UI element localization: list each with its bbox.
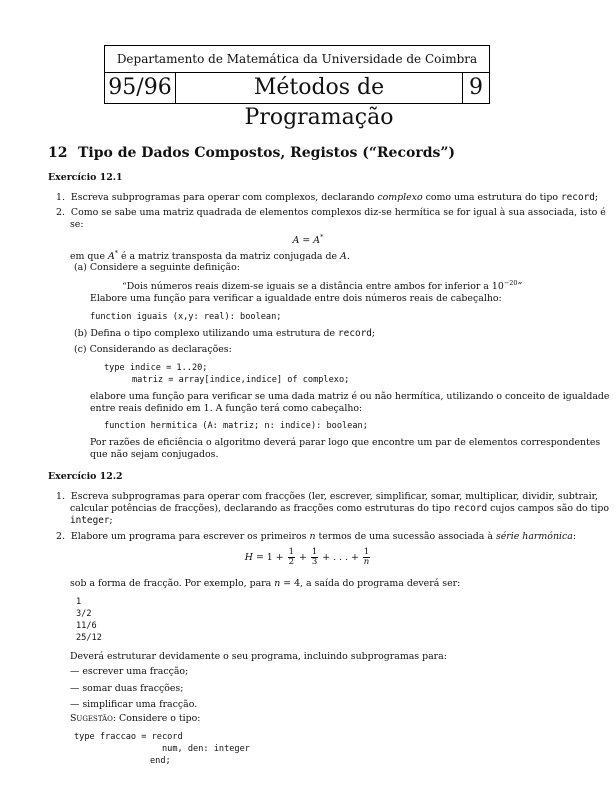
ex2-item2: 2. Elabore um programa para escrever os primeiros n termos de uma sucessão associada à série harmónica: <box>56 531 576 542</box>
ex1-subitem-a: (a) Considere a seguinte definição: <box>74 262 240 273</box>
ex1-c-note1: Por razões de eficiência o algoritmo deverá parar logo que encontre um par de elementos correspondentes <box>90 437 601 448</box>
task-item: — simplificar uma fracção. <box>70 699 198 710</box>
type-indice-declaration: type indice = 1..20; <box>104 363 208 373</box>
ex2-structure-text: Deverá estruturar devidamente o seu programa, incluindo subprogramas para: <box>70 651 447 662</box>
ex1-item2-line1: 2. Como se sabe uma matriz quadrada de elementos complexos diz-se hermítica se for igual à sua associada, isto é <box>56 207 606 218</box>
ex2-item1-line2: calcular potências de fracções), declarando as fracções como estruturas do tipo record cujos campos são do tipo <box>70 503 609 514</box>
output-line: 1 <box>76 597 82 607</box>
harmonic-series-equation: H = 1 + $\frac{1}{2}$ + $\frac{1}{3}$ + . . . + $\frac{1}{n}$ <box>244 547 370 567</box>
section-number: 12 <box>48 145 68 161</box>
output-line: 3/2 <box>76 609 92 619</box>
ex1-item2-line2: se: <box>70 219 84 230</box>
exercise-12-1-title: Exercício 12.1 <box>48 172 123 183</box>
ex2-item1-line3: integer; <box>70 515 113 526</box>
exercise-12-2-title: Exercício 12.2 <box>48 471 123 482</box>
ex1-c-body1: elabore uma função para verificar se uma dada matriz é ou não hermítica, utilizando o conceito de igualdade <box>90 391 610 402</box>
ex1-item2-after: em que A* é a matriz transposta da matriz conjugada de A. <box>70 249 350 263</box>
ex1-item1: 1. Escreva subprogramas para operar com complexos, declarando complexo como uma estrutura do tipo record; <box>56 192 599 203</box>
output-line: 11/6 <box>76 621 97 631</box>
hermitian-equation: A = A* <box>292 233 324 247</box>
ex2-form-text: sob a forma de fracção. Por exemplo, para n = 4, a saída do programa deverá ser: <box>70 578 461 589</box>
ex1-subitem-c: (c) Considerando as declarações: <box>74 344 232 355</box>
equality-definition-quote: “Dois números reais dizem-se iguais se a distância entre ambos for inferior a $10^{-20}$” <box>122 279 523 293</box>
type-fraccao-line1: type fraccao = record <box>74 732 183 742</box>
ex1-c-note2: que não sejam conjugados. <box>90 449 219 460</box>
hermitica-function-header: function hermitica (A: matriz; n: indice): boolean; <box>104 421 368 431</box>
ex1-subitem-b: (b) Defina o tipo complexo utilizando uma estrutura de record; <box>74 328 376 339</box>
ex2-item1-line1: 1. Escreva subprogramas para operar com fracções (ler, escrever, simplificar, somar, multiplicar, dividir, subtrair, <box>56 491 599 502</box>
department-name: Departamento de Matemática da Universidade de Coimbra <box>105 46 489 73</box>
section-heading <box>48 145 455 161</box>
matriz-declaration: matriz = array[indice,indice] of complexo; <box>132 375 350 385</box>
type-fraccao-line3: end; <box>150 756 171 766</box>
sheet-number: 9 <box>469 75 483 100</box>
iguais-function-header: function iguais (x,y: real): boolean; <box>90 312 282 322</box>
section-title: Tipo de Dados Compostos, Registos (“Records”) <box>78 145 456 161</box>
suggestion-line: Sugestão: Considere o tipo: <box>70 713 201 724</box>
task-item: — escrever uma fracção; <box>70 666 189 677</box>
ex1-a-ask: Elabore uma função para verificar a igualdade entre dois números reais de cabeçalho: <box>90 293 502 304</box>
header-box <box>104 45 490 130</box>
output-line: 25/12 <box>76 633 102 643</box>
course-title: Métodos de Programação <box>176 73 463 103</box>
ex1-c-body2: entre reais definido em 1. A função terá como cabeçalho: <box>90 403 363 414</box>
suggestion-label: Sugestão: <box>70 713 117 724</box>
type-fraccao-line2: num, den: integer <box>162 744 250 754</box>
task-item: — somar duas fracções; <box>70 683 184 694</box>
academic-year: 95/96 <box>105 73 176 103</box>
